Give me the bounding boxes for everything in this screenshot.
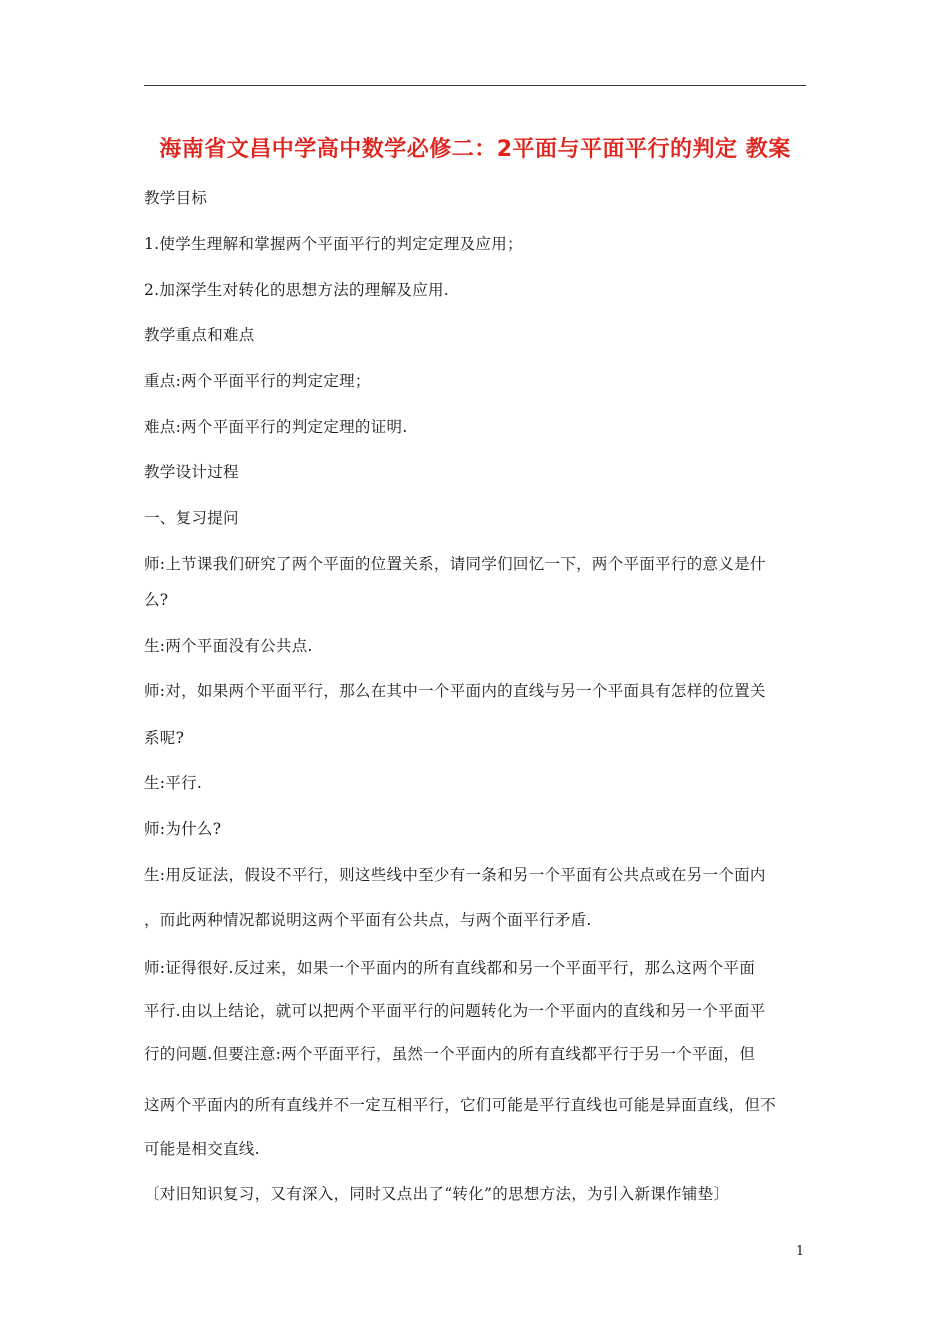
text-line: 生:两个平面没有公共点.: [144, 637, 313, 655]
text-line: ，而此两种情况都说明这两个平面有公共点，与两个面平行矛盾.: [144, 911, 592, 929]
text-line: 师:对，如果两个平面平行，那么在其中一个平面内的直线与另一个平面具有怎样的位置关: [144, 682, 766, 700]
text-line: 可能是相交直线.: [144, 1140, 260, 1158]
text-line: 这两个平面内的所有直线并不一定互相平行，它们可能是平行直线也可能是异面直线，但不: [144, 1096, 777, 1114]
header-rule: [144, 85, 806, 86]
text-line: 平行.由以上结论，就可以把两个平面平行的问题转化为一个平面内的直线和另一个平面平: [144, 1002, 766, 1020]
text-line: 2.加深学生对转化的思想方法的理解及应用.: [144, 281, 450, 299]
text-line: 师:证得很好.反过来，如果一个平面内的所有直线都和另一个平面平行，那么这两个平面: [144, 959, 756, 977]
text-line: 教学重点和难点: [144, 326, 255, 344]
text-line: 重点:两个平面平行的判定定理；: [144, 372, 371, 390]
text-line: 教学目标: [144, 189, 208, 207]
page-number: 1: [795, 1244, 805, 1259]
text-line: 系呢?: [144, 729, 185, 747]
text-line: 师:为什么?: [144, 820, 222, 838]
text-line: 难点:两个平面平行的判定定理的证明.: [144, 418, 408, 436]
text-line: 么?: [144, 591, 169, 609]
text-line: 一、复习提问: [144, 509, 239, 527]
text-line: 1.使学生理解和掌握两个平面平行的判定定理及应用；: [144, 235, 523, 253]
text-line: 生:用反证法，假设不平行，则这些线中至少有一条和另一个平面有公共点或在另一个面内: [144, 866, 766, 884]
document-title: 海南省文昌中学高中数学必修二：2平面与平面平行的判定 教案: [159, 137, 791, 162]
text-line: 教学设计过程: [144, 463, 239, 481]
text-line: 行的问题.但要注意:两个平面平行，虽然一个平面内的所有直线都平行于另一个平面，但: [144, 1045, 756, 1063]
text-line: 生:平行.: [144, 774, 203, 792]
text-line: 师:上节课我们研究了两个平面的位置关系，请同学们回忆一下，两个平面平行的意义是什: [144, 555, 766, 573]
text-line: 〔对旧知识复习，又有深入，同时又点出了“转化”的思想方法，为引入新课作铺垫〕: [144, 1185, 730, 1203]
